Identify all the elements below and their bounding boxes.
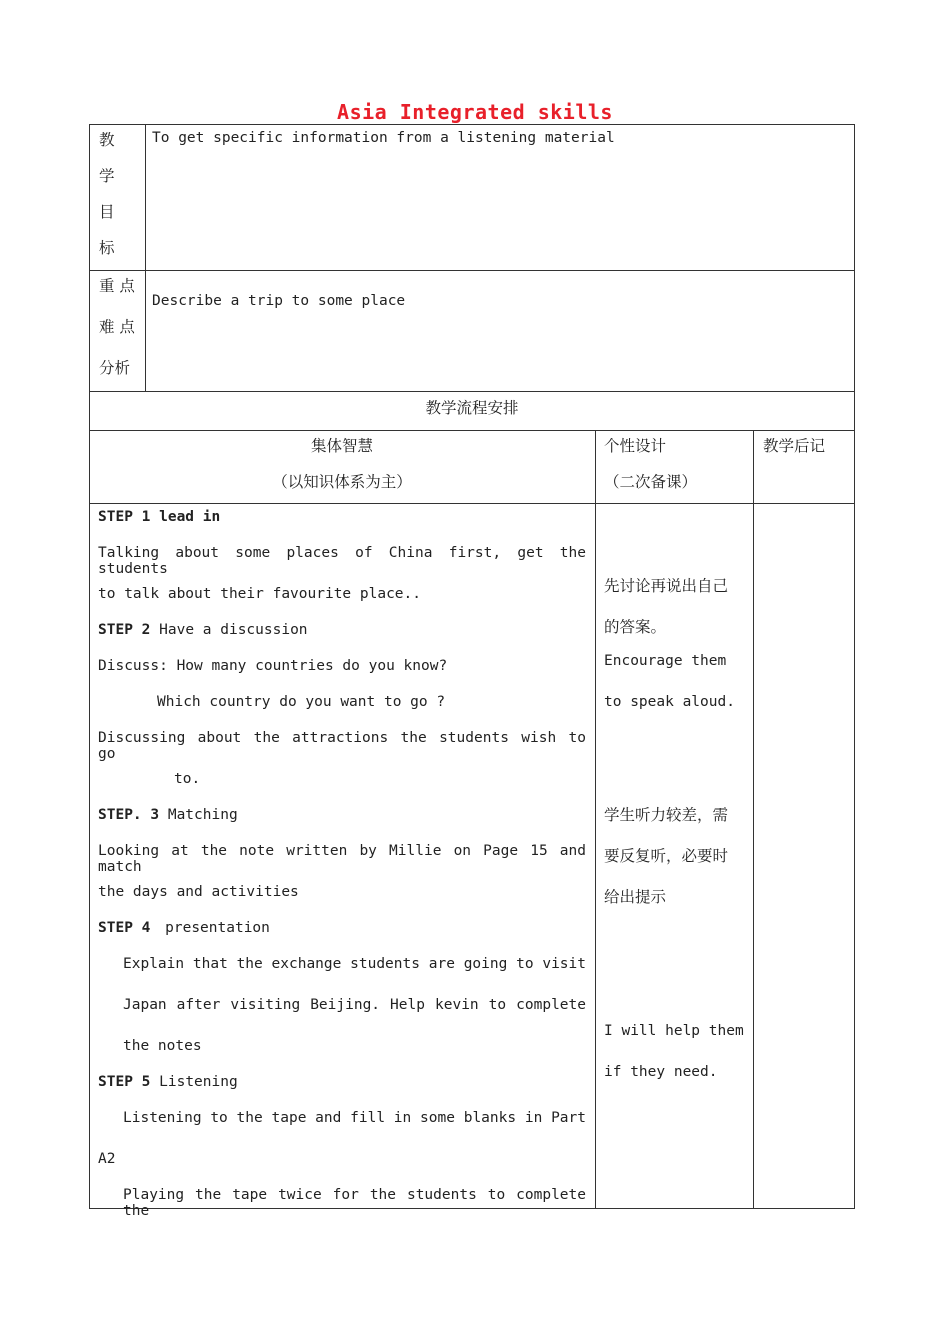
personal-note-line: to speak aloud. [604, 694, 735, 710]
key-points-label-line: 分析 [99, 359, 131, 377]
objectives-label-char: 学 [99, 167, 115, 185]
step-label-rest: Matching [167, 807, 238, 823]
step-line: Listening to the tape and fill in some blanks in Part [123, 1110, 586, 1126]
personal-note-line: I will help them [604, 1023, 744, 1039]
personal-note-line: 的答案。 [604, 618, 667, 636]
step-line: Which country do you want to go ? [157, 694, 446, 710]
step-line: Discussing about the attractions the students wish to go [98, 730, 586, 762]
step-line: Looking at the note written by Millie on Page 15 and match [98, 843, 586, 875]
step-line: the notes [123, 1038, 202, 1054]
step-heading [98, 920, 270, 936]
collective-column-subtitle: （以知识体系为主） [272, 473, 412, 491]
personal-note-line: 要反复听，必要时 [604, 847, 729, 865]
objectives-label-char: 教 [99, 131, 115, 149]
step-label: STEP 5 [98, 1074, 151, 1090]
step-label: STEP. 3 [98, 807, 160, 823]
objectives-content: To get specific information from a listening material [152, 130, 615, 146]
objectives-label-char: 标 [99, 239, 115, 257]
step-line: the days and activities [98, 884, 299, 900]
step-line: to. [174, 771, 201, 787]
key-points-content: Describe a trip to some place [152, 293, 406, 309]
step-line: A2 [98, 1151, 116, 1167]
personal-note-line: 学生听力较差，需 [604, 806, 729, 824]
step-heading [98, 622, 308, 638]
step-label-rest: Have a discussion [159, 622, 308, 638]
document-title: Asia Integrated skills [337, 100, 613, 124]
key-points-label-line: 重 点 [99, 277, 135, 295]
personal-column-title: 个性设计 [604, 437, 667, 455]
process-header: 教学流程安排 [425, 399, 519, 417]
step-label: STEP 2 [98, 622, 151, 638]
personal-note-line: 先讨论再说出自己 [604, 577, 729, 595]
reflection-column-title: 教学后记 [763, 437, 826, 455]
step-label-rest: Listening [159, 1074, 238, 1090]
step-heading [98, 807, 238, 823]
personal-note-line: if they need. [604, 1064, 718, 1080]
step-line: Playing the tape twice for the students to complete the [123, 1187, 586, 1219]
step-line: Discuss: How many countries do you know? [98, 658, 448, 674]
personal-column-subtitle: （二次备课） [604, 473, 698, 491]
step-line: Talking about some places of China first, get the students [98, 545, 586, 577]
step-line: Explain that the exchange students are going to visit [123, 956, 586, 972]
personal-note-line: 给出提示 [604, 888, 667, 906]
step-line: Japan after visiting Beijing. Help kevin to complete [123, 997, 586, 1013]
step-heading [98, 1074, 238, 1090]
step-label: STEP 4 [98, 920, 151, 936]
step-line: to talk about their favourite place.. [98, 586, 422, 602]
objectives-label-char: 目 [99, 203, 115, 221]
key-points-label-line: 难 点 [99, 318, 135, 336]
collective-column-title: 集体智慧 [310, 437, 373, 455]
step-label: STEP 1 lead in [98, 509, 221, 525]
personal-note-line: Encourage them [604, 653, 727, 669]
step-label-rest: presentation [165, 920, 270, 936]
